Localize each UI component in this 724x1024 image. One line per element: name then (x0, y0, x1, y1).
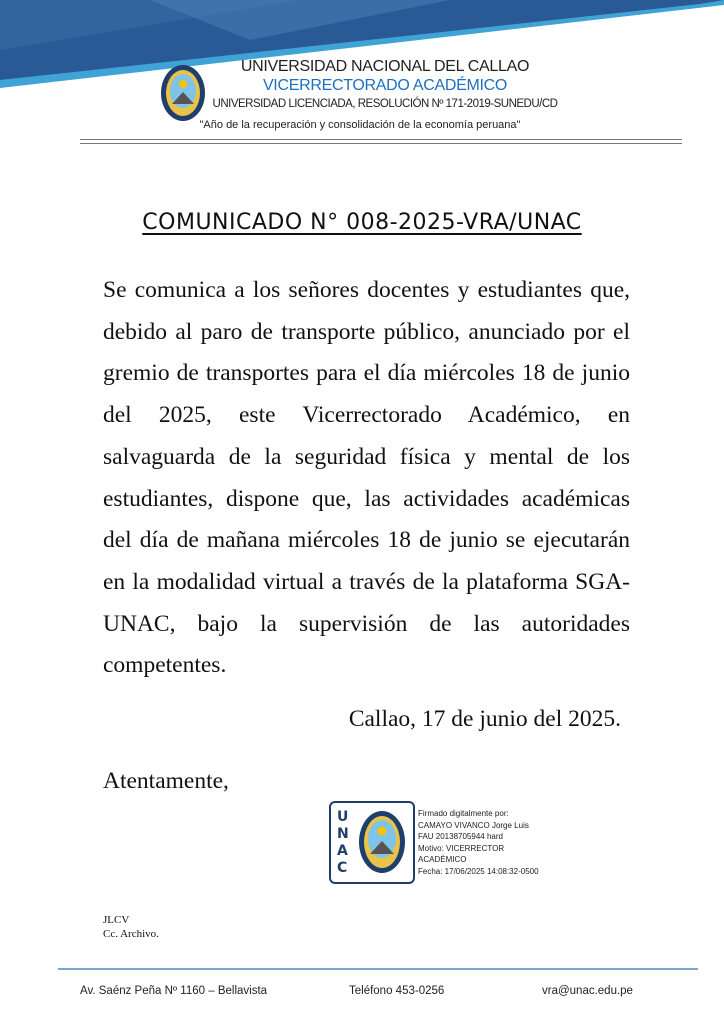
signature-details (418, 808, 539, 877)
stamp-letters: U N A C (337, 809, 349, 876)
university-seal-logo (160, 64, 206, 122)
closing: Atentamente, (103, 768, 229, 794)
footer-address: Av. Saénz Peña Nº 1160 – Bellavista (80, 985, 268, 997)
signature-line: CAMAYO VIVANCO Jorge Luis (418, 820, 529, 830)
signature-line: Motivo: VICERRECTOR (418, 843, 505, 853)
footer-divider (58, 968, 698, 970)
copy-line: Cc. Archivo. (103, 928, 159, 940)
signature-line: Firmado digitalmente por: (418, 809, 509, 818)
date-line: Callao, 17 de junio del 2025. (348, 706, 621, 732)
footer-email[interactable]: vra@unac.edu.pe (542, 985, 633, 997)
digital-signature-stamp (329, 801, 415, 884)
signature-line: ACADÉMICO (418, 855, 467, 864)
body-paragraph: Se comunica a los señores docentes y estudiantes que, debido al paro de transporte público, anunciado por el gremio de transportes para el día miércoles 18 de junio del 2025, este Vicerrectorado Académico, en salvaguarda de la seguridad física y mental de los estudiantes, dispone que, las actividades académicas del día de mañana miércoles 18 de junio se ejecutarán en la modalidad virtual a través de la plataforma SGA-UNAC, bajo la supervisión de las autoridades competentes. (103, 277, 630, 679)
university-seal-icon (357, 809, 407, 875)
footer-phone: Teléfono 453-0256 (349, 985, 445, 997)
document-title: COMUNICADO N° 008-2025-VRA/UNAC (142, 210, 582, 235)
signature-line: Fecha: 17/06/2025 14:08:32-0500 (418, 866, 539, 876)
office-name: VICERRECTORADO ACADÉMICO (262, 77, 508, 94)
license-text: UNIVERSIDAD LICENCIADA, RESOLUCIÓN Nº 171-2019-SUNEDU/CD (212, 98, 558, 110)
signature-line: FAU 20138705944 hard (418, 832, 503, 841)
header-divider (80, 139, 682, 144)
initials-line: JLCV (103, 914, 130, 926)
year-motto: "Año de la recuperación y consolidación de la economía peruana" (199, 119, 521, 131)
university-name: UNIVERSIDAD NACIONAL DEL CALLAO (240, 58, 530, 75)
reference-initials (103, 913, 159, 941)
